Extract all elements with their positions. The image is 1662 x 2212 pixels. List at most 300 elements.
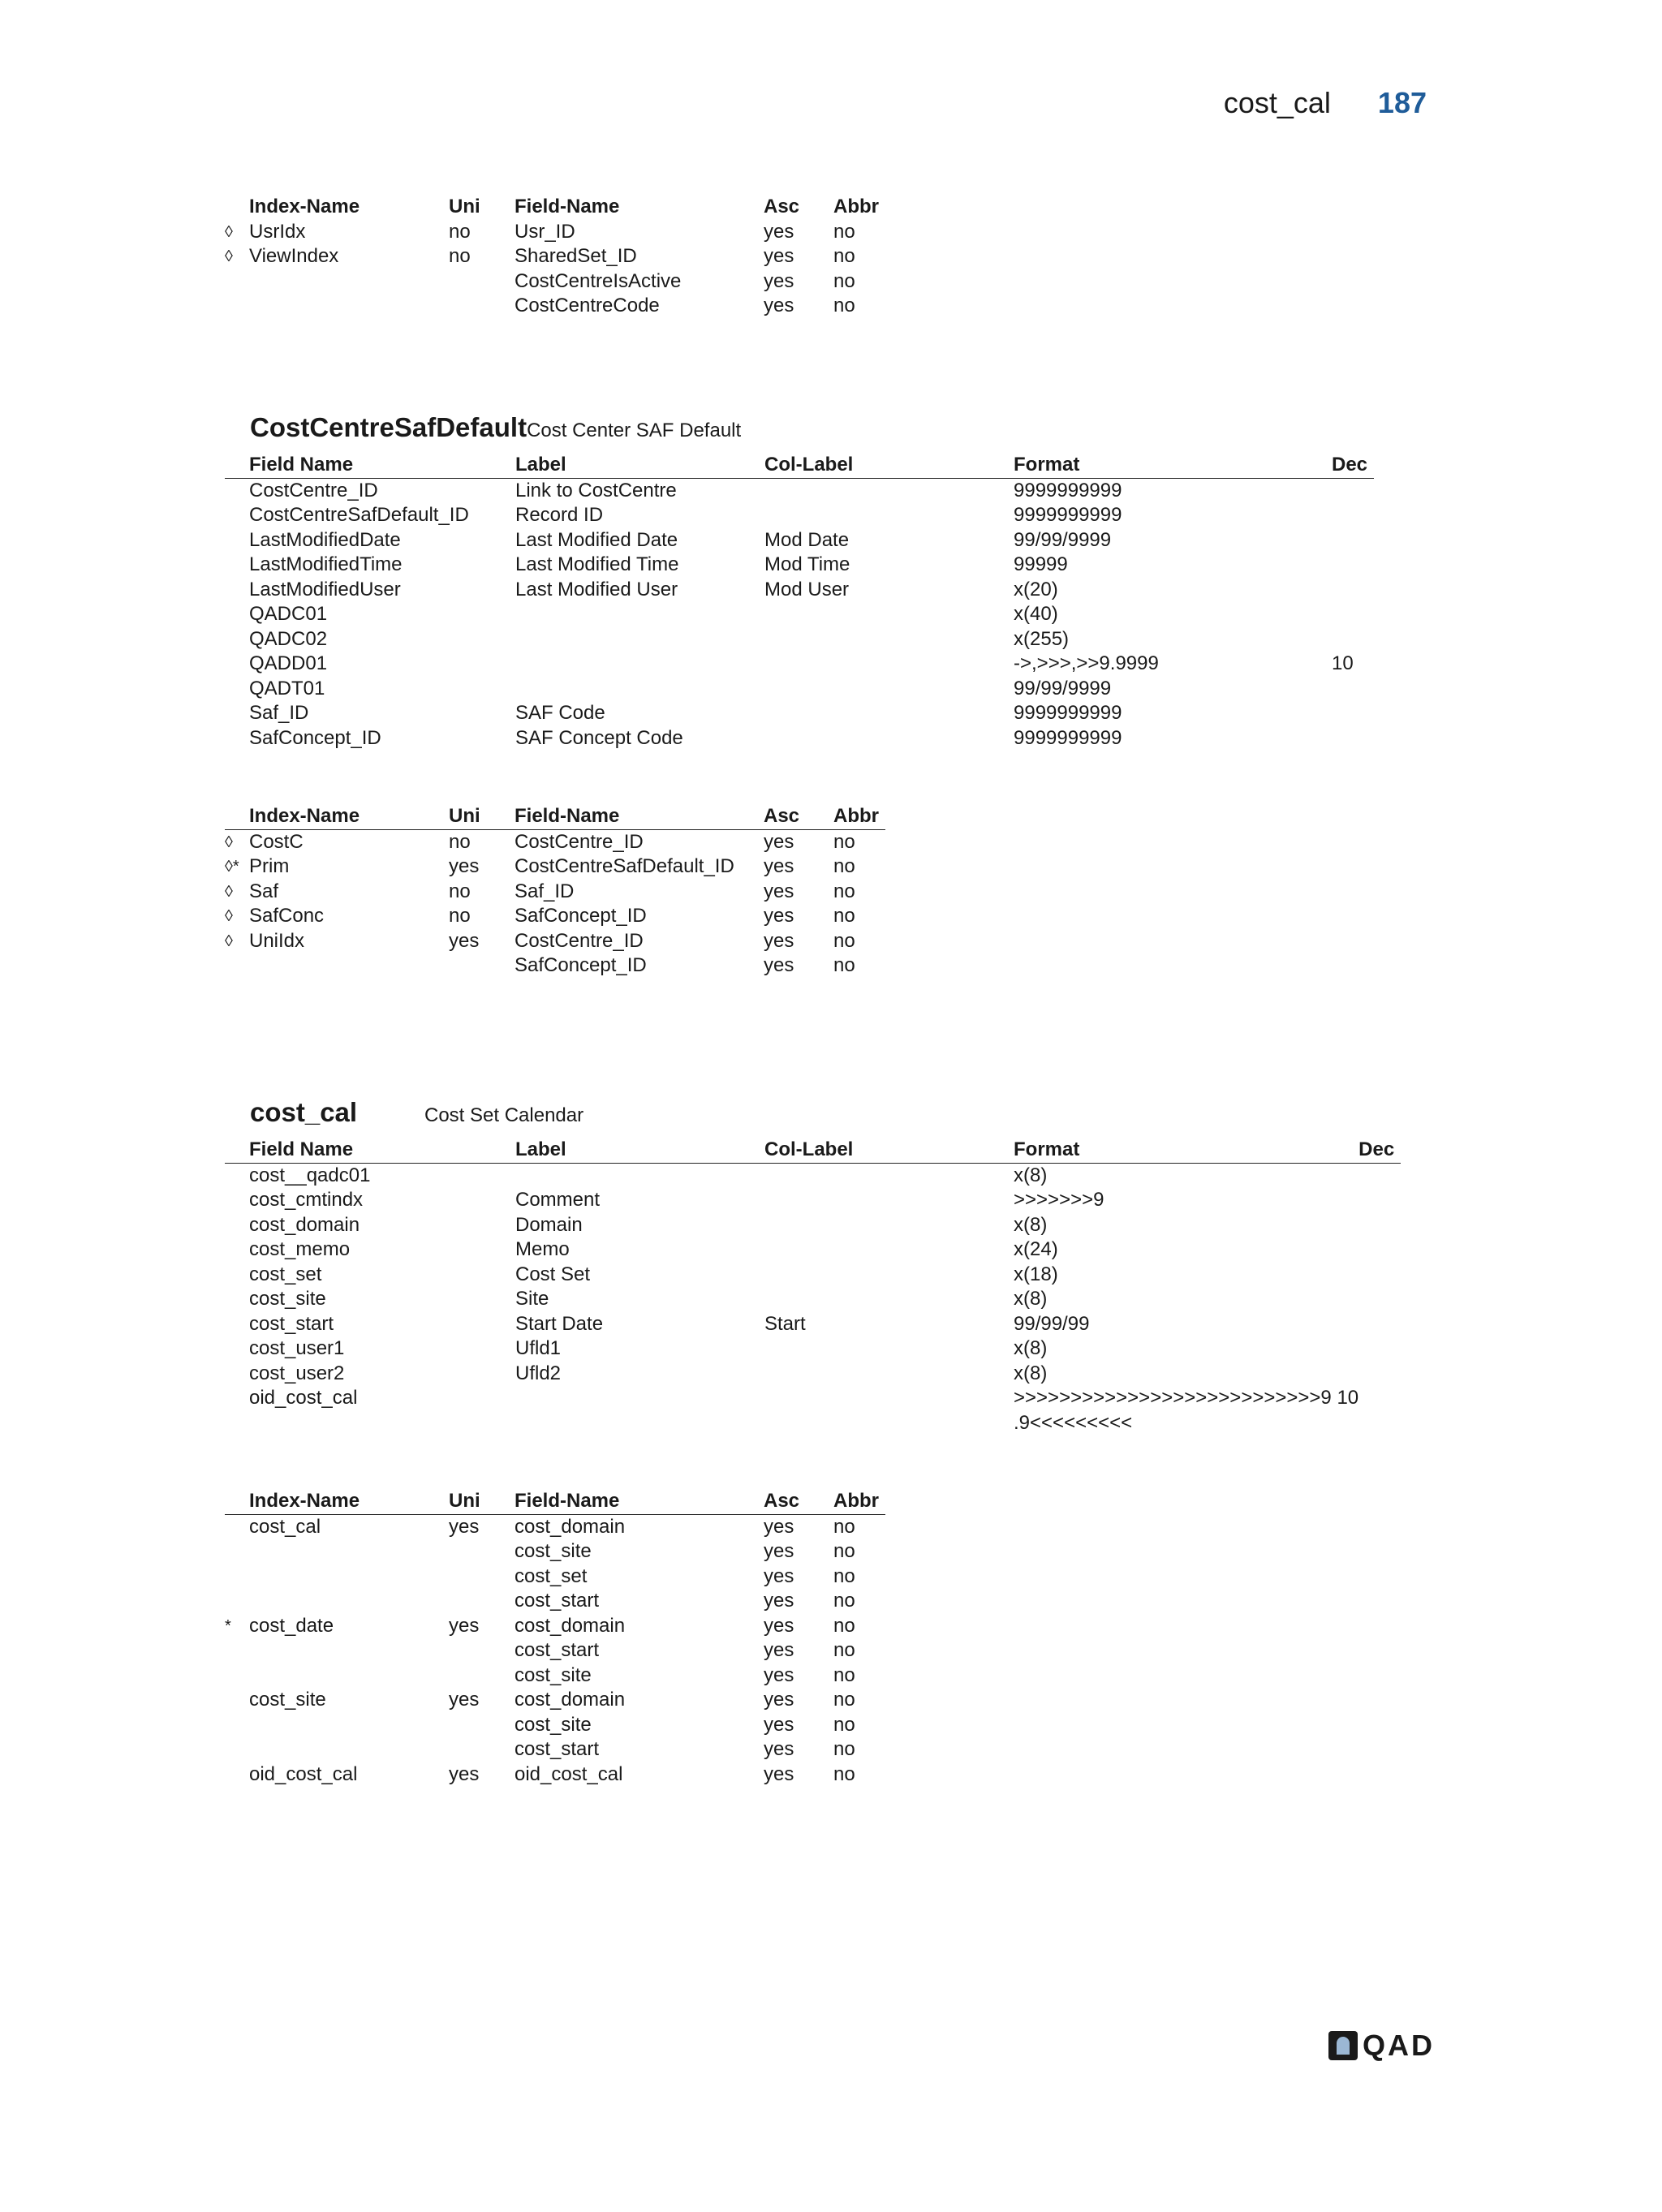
- field-cell: 9999999999: [1014, 726, 1122, 749]
- field-cell: 10: [1332, 652, 1354, 674]
- field-cell: [764, 602, 1014, 627]
- field-cell: [764, 1163, 1014, 1188]
- index-cell: yes: [764, 929, 794, 952]
- field-marker: [225, 1411, 249, 1436]
- field-cell: Cost Set: [515, 1263, 591, 1285]
- index-marker: [225, 1514, 249, 1539]
- index-cell: [249, 269, 449, 295]
- field-row: [225, 1287, 1401, 1312]
- index-cell: no: [449, 880, 471, 902]
- index-cell: Saf: [249, 880, 279, 902]
- field-cell: 99/99/99: [1014, 1312, 1090, 1335]
- field-cell: [1332, 528, 1374, 553]
- page-header: [1224, 86, 1427, 120]
- field-cell: Start: [764, 1312, 806, 1335]
- index-row: [225, 220, 885, 245]
- column-header: Field-Name: [515, 1489, 764, 1514]
- index-cell: [249, 1564, 449, 1590]
- field-cell: Mod Time: [764, 553, 850, 575]
- index-marker: [225, 1737, 249, 1762]
- index-cell: [249, 1663, 449, 1689]
- index-row: [225, 904, 885, 929]
- field-cell: cost_start: [249, 1312, 334, 1335]
- field-marker: [225, 701, 249, 726]
- index-cell: [249, 294, 449, 319]
- field-cell: x(18): [1014, 1263, 1058, 1285]
- index-marker: [225, 294, 249, 319]
- index-cell: yes: [764, 1738, 794, 1760]
- field-cell: [1358, 1237, 1401, 1263]
- table-name: cost_cal: [250, 1097, 358, 1127]
- field-marker: [225, 1237, 249, 1263]
- field-cell: [1332, 627, 1374, 652]
- field-cell: [1358, 1263, 1401, 1288]
- index-row: [225, 1663, 885, 1689]
- index-cell: [249, 1713, 449, 1738]
- column-header: Uni: [449, 804, 515, 829]
- index-cell: no: [449, 220, 471, 243]
- field-row: [225, 602, 1374, 627]
- field-cell: Start Date: [515, 1312, 604, 1335]
- field-cell: [515, 652, 764, 677]
- index-cell: [249, 1638, 449, 1663]
- column-header: Asc: [764, 1489, 833, 1514]
- qad-logo: [1328, 2029, 1435, 2063]
- index-row: [225, 1614, 885, 1639]
- table-cost-cal-section: [225, 1097, 1401, 1787]
- index-marker: ◊: [225, 882, 233, 901]
- index-marker: [225, 1539, 249, 1564]
- column-header: Col-Label: [764, 453, 1014, 478]
- field-marker: [225, 677, 249, 702]
- field-cell: x(20): [1014, 578, 1058, 600]
- field-cell: [1358, 1188, 1401, 1213]
- index-cell: no: [833, 1590, 855, 1612]
- field-cell: [764, 1362, 1014, 1387]
- index-row: [225, 1688, 885, 1713]
- index-cell: yes: [764, 1639, 794, 1661]
- field-cell: SAF Concept Code: [515, 726, 683, 749]
- index-cell: yes: [764, 905, 794, 927]
- index-cell: yes: [764, 1540, 794, 1562]
- field-row: [225, 1411, 1401, 1436]
- field-row: [225, 677, 1374, 702]
- index-cell: no: [833, 905, 855, 927]
- index-cell: cost_start: [515, 1590, 600, 1612]
- field-marker: [225, 1386, 249, 1411]
- index-marker: [225, 953, 249, 979]
- column-header: Field Name: [249, 1138, 515, 1163]
- index-marker: *: [225, 1616, 231, 1635]
- column-header-marker: [225, 195, 249, 220]
- field-cell: [1332, 478, 1374, 503]
- column-header: Index-Name: [249, 804, 449, 829]
- index-cell: yes: [764, 954, 794, 976]
- field-cell: x(8): [1014, 1213, 1048, 1236]
- index-cell: no: [833, 295, 855, 316]
- index-cell: UsrIdx: [249, 220, 306, 243]
- field-cell: [764, 1213, 1014, 1238]
- index-row: [225, 1638, 885, 1663]
- column-header: Abbr: [833, 196, 879, 217]
- table-name: CostCentreSafDefault: [250, 412, 527, 442]
- field-marker: [225, 602, 249, 627]
- field-row: [225, 1213, 1401, 1238]
- index-cell: cost_site: [249, 1689, 326, 1711]
- index-cell: yes: [764, 1689, 794, 1711]
- index-cell: yes: [764, 245, 794, 267]
- index-cell: Prim: [249, 855, 290, 877]
- field-cell: x(8): [1014, 1288, 1048, 1310]
- column-header: Label: [515, 453, 764, 478]
- index-cell: cost_site: [515, 1540, 592, 1562]
- index-cell: yes: [764, 269, 794, 292]
- field-cell: Site: [515, 1288, 549, 1310]
- column-header: Dec: [1358, 1138, 1401, 1163]
- field-row: [225, 478, 1374, 503]
- qad-logo-text: QAD: [1363, 2029, 1435, 2062]
- index-cell: [449, 294, 515, 319]
- index-cell: [249, 1589, 449, 1614]
- field-cell: x(8): [1014, 1164, 1048, 1186]
- index-marker: [225, 1713, 249, 1738]
- column-header: Format: [1014, 453, 1332, 478]
- index-table-1-section: [225, 195, 885, 319]
- index-marker: ◊: [225, 907, 233, 925]
- index-cell: yes: [764, 855, 794, 877]
- index-row: [225, 829, 885, 854]
- field-cell: [764, 726, 1014, 751]
- index-table: [225, 1489, 885, 1787]
- field-cell: [764, 1263, 1014, 1288]
- index-cell: [449, 953, 515, 979]
- index-cell: cost_cal: [249, 1515, 321, 1538]
- index-cell: CostCentre_ID: [515, 929, 644, 952]
- index-marker: ◊: [225, 932, 233, 950]
- field-cell: x(255): [1014, 627, 1070, 650]
- index-marker: [225, 1663, 249, 1689]
- column-header: Uni: [449, 196, 480, 217]
- field-cell: [515, 627, 764, 652]
- field-cell: [1358, 1163, 1401, 1188]
- index-cell: no: [833, 245, 855, 267]
- field-cell: cost_cmtindx: [249, 1189, 364, 1211]
- page-number: 187: [1377, 86, 1427, 119]
- field-cell: [1358, 1287, 1401, 1312]
- field-cell: [249, 1411, 515, 1436]
- index-marker: [225, 1589, 249, 1614]
- index-cell: no: [449, 905, 471, 927]
- index-cell: yes: [449, 1689, 480, 1711]
- index-row: [225, 880, 885, 905]
- field-cell: [1332, 553, 1374, 578]
- field-row: [225, 578, 1374, 603]
- index-table: [225, 195, 885, 319]
- index-cell: SharedSet_ID: [515, 245, 637, 267]
- field-cell: SAF Code: [515, 702, 605, 724]
- field-cell: x(24): [1014, 1238, 1058, 1260]
- index-cell: [449, 1663, 515, 1689]
- index-cell: CostCentreCode: [515, 295, 660, 316]
- field-marker: [225, 503, 249, 528]
- index-cell: cost_date: [249, 1614, 334, 1637]
- column-header: Label: [515, 1138, 764, 1163]
- field-marker: [225, 578, 249, 603]
- field-marker: [225, 528, 249, 553]
- field-cell: [515, 677, 764, 702]
- field-marker: [225, 1213, 249, 1238]
- field-cell: Last Modified User: [515, 578, 678, 600]
- field-cell: Record ID: [515, 504, 604, 526]
- field-row: [225, 528, 1374, 553]
- field-cell: 99999: [1014, 553, 1068, 575]
- field-cell: Mod User: [764, 578, 850, 600]
- field-row: [225, 1362, 1401, 1387]
- column-header: Index-Name: [249, 196, 360, 217]
- index-row: [225, 1514, 885, 1539]
- field-row: [225, 553, 1374, 578]
- index-cell: no: [833, 929, 855, 952]
- index-cell: no: [833, 220, 855, 243]
- column-header-marker: [225, 1138, 249, 1163]
- index-row: [225, 854, 885, 880]
- index-cell: no: [833, 880, 855, 902]
- index-cell: UniIdx: [249, 929, 305, 952]
- column-header: Asc: [764, 196, 800, 217]
- index-cell: Usr_ID: [515, 220, 575, 243]
- index-cell: [249, 953, 449, 979]
- field-cell: Last Modified Time: [515, 553, 679, 575]
- index-cell: [249, 1539, 449, 1564]
- index-cell: CostCentreSafDefault_ID: [515, 855, 734, 877]
- field-row: [225, 701, 1374, 726]
- column-header: Asc: [764, 804, 833, 829]
- index-cell: SafConcept_ID: [515, 905, 647, 927]
- field-cell: cost_set: [249, 1263, 322, 1285]
- index-cell: no: [833, 269, 855, 292]
- column-header-marker: [225, 804, 249, 829]
- field-cell: cost_memo: [249, 1238, 351, 1260]
- column-header: Uni: [449, 1489, 515, 1514]
- field-cell: [764, 1336, 1014, 1362]
- index-cell: yes: [764, 1713, 794, 1736]
- index-cell: no: [833, 1738, 855, 1760]
- field-cell: [764, 701, 1014, 726]
- index-marker: ◊: [225, 222, 233, 241]
- index-cell: cost_site: [515, 1713, 592, 1736]
- field-cell: QADC01: [249, 603, 328, 625]
- index-cell: no: [833, 1639, 855, 1661]
- field-table: [225, 453, 1374, 751]
- field-cell: [764, 1237, 1014, 1263]
- field-cell: [1358, 1362, 1401, 1387]
- field-row: [225, 1386, 1401, 1411]
- field-cell: x(8): [1014, 1337, 1048, 1359]
- field-cell: 99/99/9999: [1014, 528, 1112, 551]
- index-cell: yes: [764, 1590, 794, 1612]
- field-cell: 9999999999: [1014, 702, 1122, 724]
- field-cell: [764, 478, 1014, 503]
- index-cell: oid_cost_cal: [249, 1762, 358, 1785]
- field-cell: [515, 1163, 764, 1188]
- index-cell: yes: [764, 1663, 794, 1686]
- index-cell: cost_site: [515, 1663, 592, 1686]
- index-cell: [449, 1638, 515, 1663]
- index-cell: yes: [764, 1762, 794, 1785]
- index-row: [225, 1564, 885, 1590]
- index-cell: no: [449, 245, 471, 267]
- index-marker: [225, 269, 249, 295]
- field-cell: 99/99/9999: [1014, 677, 1112, 699]
- index-cell: no: [833, 1713, 855, 1736]
- field-cell: [1332, 701, 1374, 726]
- field-cell: cost_user2: [249, 1362, 345, 1384]
- field-cell: Last Modified Date: [515, 528, 678, 551]
- field-cell: ->,>>>,>>9.9999: [1014, 652, 1159, 674]
- field-cell: >>>>>>>>>>>>>>>>>>>>>>>>>>>9 10: [1014, 1387, 1359, 1409]
- index-cell: yes: [764, 220, 794, 243]
- index-cell: yes: [449, 1515, 480, 1538]
- field-cell: x(40): [1014, 603, 1058, 625]
- field-cell: [1358, 1213, 1401, 1238]
- index-cell: no: [833, 1564, 855, 1587]
- field-cell: 9999999999: [1014, 504, 1122, 526]
- field-cell: oid_cost_cal: [249, 1387, 358, 1409]
- column-header: Format: [1014, 1138, 1358, 1163]
- field-cell: Comment: [515, 1189, 601, 1211]
- field-marker: [225, 1188, 249, 1213]
- index-cell: [449, 1713, 515, 1738]
- index-cell: no: [833, 1689, 855, 1711]
- index-cell: cost_start: [515, 1738, 600, 1760]
- index-row: [225, 294, 885, 319]
- column-header: Index-Name: [249, 1489, 449, 1514]
- field-cell: [515, 1386, 764, 1411]
- index-row: [225, 244, 885, 269]
- field-marker: [225, 1336, 249, 1362]
- field-cell: [1358, 1336, 1401, 1362]
- column-header: Field-Name: [515, 196, 620, 217]
- field-marker: [225, 478, 249, 503]
- field-cell: [764, 503, 1014, 528]
- index-cell: CostC: [249, 830, 304, 853]
- field-cell: [764, 1386, 1014, 1411]
- field-cell: Memo: [515, 1238, 570, 1260]
- field-row: [225, 1237, 1401, 1263]
- field-marker: [225, 1263, 249, 1288]
- field-cell: [515, 602, 764, 627]
- field-cell: Mod Date: [764, 528, 850, 551]
- field-cell: [764, 652, 1014, 677]
- index-cell: SafConc: [249, 905, 325, 927]
- header-file-name: cost_cal: [1223, 86, 1331, 119]
- field-cell: [1332, 578, 1374, 603]
- index-cell: [449, 1539, 515, 1564]
- index-row: [225, 1713, 885, 1738]
- column-header: Col-Label: [764, 1138, 1014, 1163]
- table-description: Cost Set Calendar: [424, 1104, 584, 1126]
- index-cell: cost_set: [515, 1564, 588, 1587]
- field-table: [225, 1138, 1401, 1435]
- field-row: [225, 1188, 1401, 1213]
- index-cell: yes: [764, 1564, 794, 1587]
- index-cell: [449, 269, 515, 295]
- index-cell: cost_domain: [515, 1614, 626, 1637]
- field-cell: [1358, 1312, 1401, 1337]
- index-marker: ◊: [225, 247, 233, 265]
- index-cell: yes: [764, 880, 794, 902]
- field-row: [225, 1312, 1401, 1337]
- index-cell: yes: [449, 855, 480, 877]
- field-cell: cost__qadc01: [249, 1164, 371, 1186]
- column-header: Dec: [1332, 453, 1374, 478]
- qad-logo-icon: [1328, 2031, 1358, 2060]
- table-description: Cost Center SAF Default: [527, 420, 742, 441]
- table-title: [250, 1097, 1401, 1128]
- index-marker: [225, 1688, 249, 1713]
- index-cell: cost_start: [515, 1639, 600, 1661]
- field-cell: QADD01: [249, 652, 328, 674]
- field-cell: [764, 627, 1014, 652]
- field-cell: Ufld1: [515, 1337, 562, 1359]
- index-row: [225, 1737, 885, 1762]
- index-marker: [225, 1762, 249, 1788]
- index-cell: no: [833, 1540, 855, 1562]
- index-cell: no: [833, 830, 855, 853]
- field-cell: >>>>>>>9: [1014, 1189, 1104, 1211]
- field-row: [225, 652, 1374, 677]
- index-marker: [225, 1564, 249, 1590]
- field-cell: cost_domain: [249, 1213, 360, 1236]
- field-cell: [764, 677, 1014, 702]
- index-cell: no: [833, 855, 855, 877]
- index-cell: yes: [764, 1614, 794, 1637]
- field-cell: QADT01: [249, 677, 325, 699]
- field-cell: Link to CostCentre: [515, 479, 677, 501]
- field-cell: cost_site: [249, 1288, 326, 1310]
- field-cell: [764, 1287, 1014, 1312]
- index-cell: [249, 1737, 449, 1762]
- field-cell: .9<<<<<<<<<: [1014, 1411, 1133, 1434]
- index-cell: CostCentre_ID: [515, 830, 644, 853]
- column-header-marker: [225, 453, 249, 478]
- index-cell: yes: [449, 929, 480, 952]
- field-row: [225, 1163, 1401, 1188]
- index-cell: ViewIndex: [249, 245, 339, 267]
- index-table: [225, 804, 885, 979]
- field-marker: [225, 652, 249, 677]
- index-cell: no: [833, 1762, 855, 1785]
- field-row: [225, 726, 1374, 751]
- index-marker: ◊: [225, 833, 233, 851]
- index-cell: [449, 1737, 515, 1762]
- index-cell: yes: [449, 1614, 480, 1637]
- field-cell: LastModifiedDate: [249, 528, 401, 551]
- field-cell: LastModifiedUser: [249, 578, 401, 600]
- field-cell: 9999999999: [1014, 479, 1122, 501]
- index-cell: no: [833, 1515, 855, 1538]
- index-marker: [225, 1638, 249, 1663]
- index-row: [225, 1539, 885, 1564]
- index-cell: no: [833, 1614, 855, 1637]
- field-marker: [225, 1312, 249, 1337]
- index-cell: cost_domain: [515, 1689, 626, 1711]
- field-row: [225, 1336, 1401, 1362]
- field-cell: [515, 1411, 764, 1436]
- field-marker: [225, 627, 249, 652]
- index-cell: [449, 1564, 515, 1590]
- index-cell: no: [833, 1663, 855, 1686]
